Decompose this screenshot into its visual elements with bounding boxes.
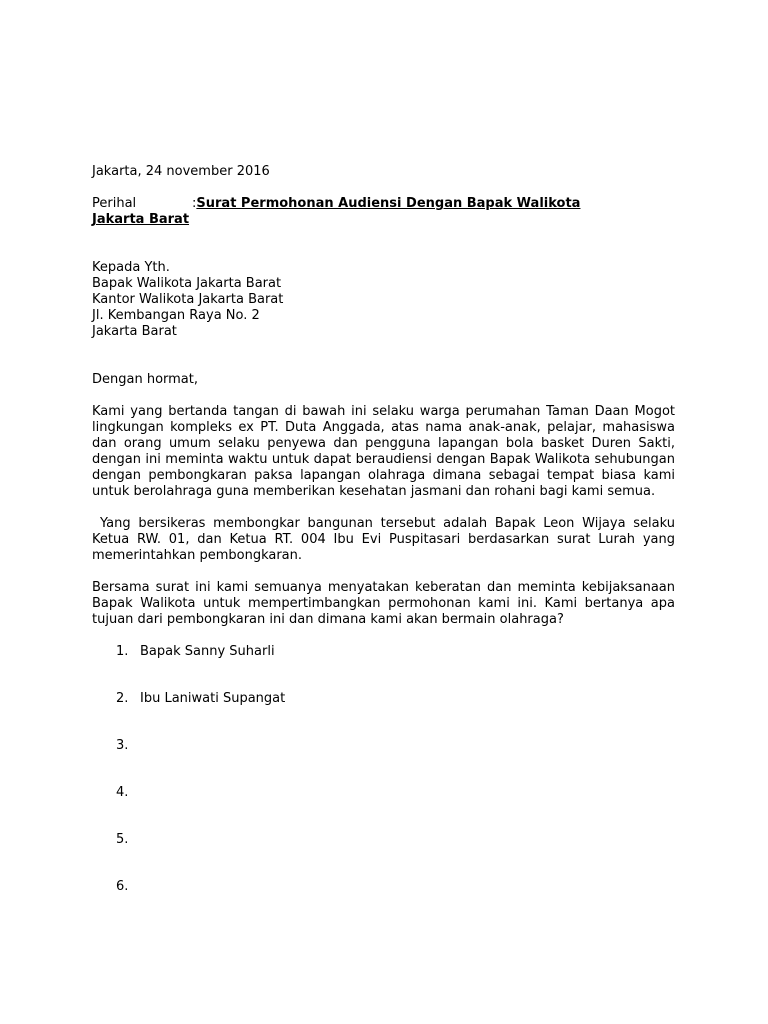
- body-paragraph: Bersama surat ini kami semuanya menyatakan keberatan dan meminta kebijaksanaan Bapak Walikota untuk mempertimbangkan permohonan kami ini. Kami bertanya apa tujuan dari pembongkaran ini dan dimana kami akan bermain olahraga?: [92, 580, 675, 627]
- perihal-label: Perihal: [92, 196, 137, 211]
- recipient-line: Kepada Yth.: [92, 260, 170, 275]
- list-item: [92, 738, 675, 785]
- list-number: 6.: [116, 879, 129, 894]
- letter-date: Jakarta, 24 november 2016: [92, 164, 270, 179]
- signatory-name: [140, 879, 675, 926]
- recipient-line: Bapak Walikota Jakarta Barat: [92, 276, 282, 291]
- letter-page: [92, 164, 675, 926]
- list-number: 4.: [116, 785, 129, 800]
- list-item: [92, 691, 675, 738]
- recipient-line: Jl. Kembangan Raya No. 2: [92, 308, 260, 323]
- body-paragraph: Kami yang bertanda tangan di bawah ini selaku warga perumahan Taman Daan Mogot lingkungan kompleks ex PT. Duta Anggada, atas nama anak-anak, pelajar, mahasiswa dan orang umum selaku penyewa dan pengguna lapangan bola basket Duren Sakti, dengan ini meminta waktu untuk dapat beraudiensi dengan Bapak Walikota sehubungan dengan pembongkaran paksa lapangan olahraga dimana sebagai tempat biasa kami untuk berolahraga guna memberikan kesehatan jasmani dan rohani bagi kami semua.: [92, 404, 675, 499]
- perihal-subject-line1: Surat Permohonan Audiensi Dengan Bapak Walikota: [196, 196, 581, 211]
- list-item: [92, 832, 675, 879]
- perihal-subject-line2: Jakarta Barat: [92, 212, 190, 227]
- signatory-list: [92, 644, 675, 926]
- list-number: 5.: [116, 832, 129, 847]
- list-number: 2.: [116, 691, 129, 706]
- list-item: [92, 785, 675, 832]
- greeting: Dengan hormat,: [92, 372, 199, 387]
- perihal-colon: :: [192, 196, 197, 211]
- perihal-row: [92, 196, 675, 212]
- body-paragraph: Yang bersikeras membongkar bangunan tersebut adalah Bapak Leon Wijaya selaku Ketua RW. 01, dan Ketua RT. 004 Ibu Evi Puspitasari berdasarkan surat Lurah yang memerintahkan pembongkaran.: [92, 516, 675, 563]
- signatory-name: Ibu Laniwati Supangat: [140, 691, 286, 706]
- list-item: [92, 644, 675, 691]
- signatory-name: [140, 785, 675, 832]
- signatory-name: [140, 832, 675, 879]
- recipient-address: [92, 260, 675, 340]
- list-number: 1.: [116, 644, 129, 659]
- recipient-line: Jakarta Barat: [92, 324, 177, 339]
- signatory-name: Bapak Sanny Suharli: [140, 644, 275, 659]
- recipient-line: Kantor Walikota Jakarta Barat: [92, 292, 284, 307]
- list-item: [92, 879, 675, 926]
- signatory-name: [140, 738, 675, 785]
- list-number: 3.: [116, 738, 129, 753]
